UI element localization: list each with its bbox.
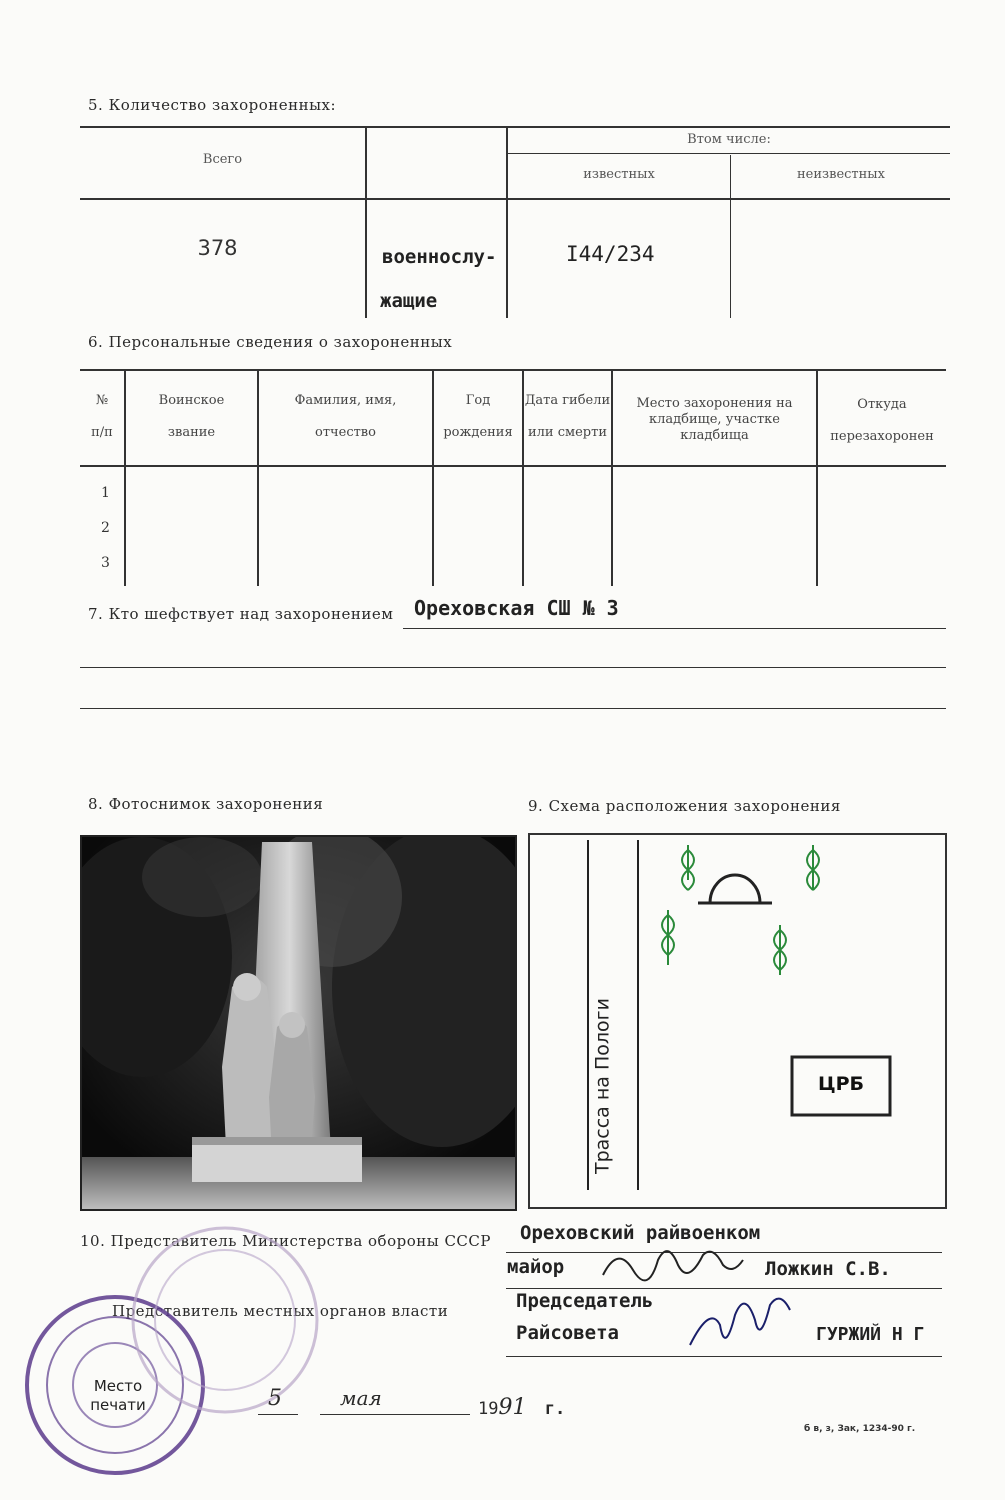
memorial-photo-image bbox=[82, 837, 515, 1209]
patron-value: Ореховская СШ № 3 bbox=[414, 596, 619, 620]
category-line1: военнослу- bbox=[382, 246, 497, 268]
section10-local-label: Представитель местных органов власти bbox=[112, 1302, 449, 1320]
date-day: 5 bbox=[268, 1386, 282, 1411]
table5-header-including: Втом числе: bbox=[687, 132, 771, 147]
mod-signature bbox=[598, 1240, 748, 1290]
local-title-1: Председатель bbox=[516, 1290, 654, 1312]
section9-title: 9. Схема расположения захоронения bbox=[528, 797, 841, 815]
mod-rank: майор bbox=[507, 1256, 565, 1278]
memorial-photo bbox=[80, 835, 517, 1211]
mod-organization: Ореховский райвоенком bbox=[520, 1222, 761, 1244]
table5-divider bbox=[506, 128, 508, 318]
table5-header-unknown: неизвестных bbox=[797, 167, 885, 182]
local-name: ГУРЖИЙ Н Г bbox=[816, 1324, 925, 1345]
section7-underline bbox=[403, 628, 946, 629]
signature-line bbox=[506, 1288, 942, 1289]
category-line2: жащие bbox=[380, 290, 438, 312]
road-label: Трасса на Пологи bbox=[591, 998, 614, 1175]
date-month-underline bbox=[320, 1414, 470, 1415]
section5-title: 5. Количество захороненных: bbox=[88, 96, 337, 114]
known-value: I44/234 bbox=[566, 242, 655, 266]
table5-divider bbox=[365, 128, 367, 318]
stamp-place-label: Место печати bbox=[90, 1377, 146, 1414]
blank-line bbox=[80, 667, 946, 668]
date-year: 1991 г. bbox=[478, 1395, 566, 1420]
faded-stamp bbox=[125, 1220, 325, 1420]
table6-header-birth-year: Год рождения bbox=[443, 393, 513, 440]
signature-line bbox=[506, 1356, 942, 1357]
blank-line bbox=[80, 708, 946, 709]
table5-header-total: Всего bbox=[202, 152, 243, 167]
building-label: ЦРБ bbox=[817, 1073, 865, 1095]
section6-title: 6. Персональные сведения о захороненных bbox=[88, 333, 453, 351]
total-value: 378 bbox=[197, 236, 238, 260]
print-info: б в, з, Зак, 1234-90 г. bbox=[804, 1424, 916, 1434]
tree-icon bbox=[662, 845, 819, 975]
date-month: мая bbox=[340, 1386, 382, 1410]
section8-title: 8. Фотоснимок захоронения bbox=[88, 795, 324, 813]
table-row-number: 1 bbox=[101, 485, 110, 501]
section10-mod-label: 10. Представитель Министерства обороны СССР bbox=[80, 1232, 491, 1250]
date-day-underline bbox=[258, 1414, 298, 1415]
table5-header-known: известных bbox=[583, 167, 655, 182]
burial-location-scheme bbox=[528, 833, 947, 1209]
table6-header-burial-place: Место захоронения на кладбище, участке кладбища bbox=[636, 396, 793, 443]
local-signature bbox=[680, 1295, 800, 1365]
table5-divider bbox=[730, 155, 731, 318]
table6-header-reburied-from: Откуда перезахоронен bbox=[830, 397, 934, 444]
table-row-number: 2 bbox=[101, 520, 110, 536]
table-row-number: 3 bbox=[101, 555, 110, 571]
local-title-2: Райсовета bbox=[516, 1322, 619, 1344]
table5-header-bottom bbox=[80, 198, 950, 200]
section7-label: 7. Кто шефствует над захоронением bbox=[88, 605, 394, 623]
mod-name: Ложкин С.В. bbox=[765, 1258, 891, 1280]
monument-icon bbox=[710, 875, 760, 903]
table6-header-num: № п/п bbox=[91, 393, 113, 440]
table6-header-death-date: Дата гибели или смерти bbox=[524, 393, 611, 440]
table6-header-rank: Воинское звание bbox=[158, 393, 225, 440]
table6-header-name: Фамилия, имя, отчество bbox=[294, 393, 397, 440]
